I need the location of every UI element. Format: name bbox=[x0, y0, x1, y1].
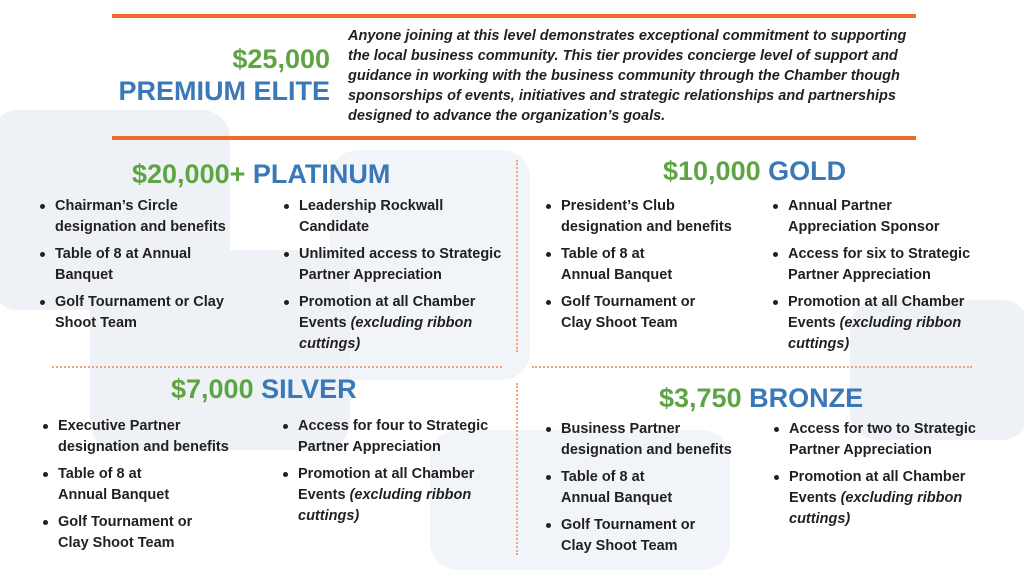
list-item bbox=[774, 467, 989, 530]
platinum-price: $20,000+ bbox=[132, 159, 246, 189]
list-item-note: (excluding ribbon cuttings) bbox=[788, 315, 962, 352]
list-item: Access for four to Strategic Partner Appreciation bbox=[283, 416, 508, 458]
list-item: Golf Tournament or Clay Shoot Team bbox=[43, 512, 218, 554]
middle-orange-rule bbox=[112, 136, 916, 140]
horizontal-dotted-divider-right bbox=[532, 366, 972, 368]
top-orange-rule bbox=[112, 14, 916, 18]
silver-benefits-left bbox=[43, 416, 253, 560]
list-item-note: (excluding ribbon cuttings) bbox=[789, 490, 963, 527]
platinum-benefits-right bbox=[284, 196, 512, 361]
vertical-dotted-divider-top bbox=[516, 160, 518, 352]
vertical-dotted-divider-bottom bbox=[516, 383, 518, 555]
list-item: Table of 8 at Annual Banquet bbox=[546, 467, 691, 509]
list-item-text: Promotion at all Chamber Events bbox=[298, 466, 475, 503]
list-item: Golf Tournament or Clay Shoot Team bbox=[546, 515, 721, 557]
list-item: Unlimited access to Strategic Partner Appreciation bbox=[284, 244, 512, 286]
bronze-price: $3,750 bbox=[659, 383, 742, 413]
premium-description: Anyone joining at this level demonstrates exceptional commitment to supporting the local business community. This tier provides concierge level of support and guidance in working with the business community through the Chamber though sponsorships of events, initiatives and strategic relationships and partnerships designed to advance the organization’s goals. bbox=[348, 28, 907, 124]
silver-name: SILVER bbox=[261, 374, 357, 404]
list-item: President’s Club designation and benefits bbox=[546, 196, 756, 238]
list-item: Annual Partner Appreciation Sponsor bbox=[773, 196, 968, 238]
gold-benefits-left bbox=[546, 196, 756, 340]
list-item-text: Promotion at all Chamber Events bbox=[789, 469, 966, 506]
gold-benefits-right bbox=[773, 196, 988, 361]
list-item: Golf Tournament or Clay Shoot Team bbox=[546, 292, 721, 334]
gold-title bbox=[663, 156, 846, 186]
gold-name: GOLD bbox=[768, 156, 847, 186]
gold-price: $10,000 bbox=[663, 156, 761, 186]
list-item bbox=[773, 292, 988, 355]
list-item-note: (excluding ribbon cuttings) bbox=[299, 315, 473, 352]
silver-benefits-right bbox=[283, 416, 508, 533]
list-item: Business Partner designation and benefits bbox=[546, 419, 756, 461]
list-item: Access for two to Strategic Partner Appreciation bbox=[774, 419, 989, 461]
list-item: Table of 8 at Annual Banquet bbox=[546, 244, 691, 286]
platinum-benefits-left bbox=[40, 196, 250, 340]
premium-price: $25,000 bbox=[232, 44, 330, 74]
platinum-name: PLATINUM bbox=[252, 159, 391, 189]
list-item: Executive Partner designation and benefits bbox=[43, 416, 253, 458]
list-item bbox=[284, 292, 499, 355]
premium-tier-name: PREMIUM ELITE bbox=[118, 76, 330, 106]
list-item: Table of 8 at Annual Banquet bbox=[40, 244, 250, 286]
list-item: Access for six to Strategic Partner Appreciation bbox=[773, 244, 988, 286]
silver-title bbox=[171, 374, 357, 404]
bronze-benefits-right bbox=[774, 419, 989, 536]
horizontal-dotted-divider-left bbox=[52, 366, 502, 368]
list-item: Chairman’s Circle designation and benefits bbox=[40, 196, 250, 238]
list-item bbox=[283, 464, 498, 527]
platinum-title bbox=[132, 159, 390, 189]
list-item-text: Promotion at all Chamber Events bbox=[299, 294, 476, 331]
bronze-name: BRONZE bbox=[749, 383, 864, 413]
list-item: Golf Tournament or Clay Shoot Team bbox=[40, 292, 250, 334]
list-item-text: Promotion at all Chamber Events bbox=[788, 294, 965, 331]
list-item: Table of 8 at Annual Banquet bbox=[43, 464, 188, 506]
list-item: Leadership Rockwall Candidate bbox=[284, 196, 459, 238]
bronze-title bbox=[659, 383, 863, 413]
silver-price: $7,000 bbox=[171, 374, 254, 404]
list-item-note: (excluding ribbon cuttings) bbox=[298, 487, 472, 524]
bronze-benefits-left bbox=[546, 419, 756, 563]
